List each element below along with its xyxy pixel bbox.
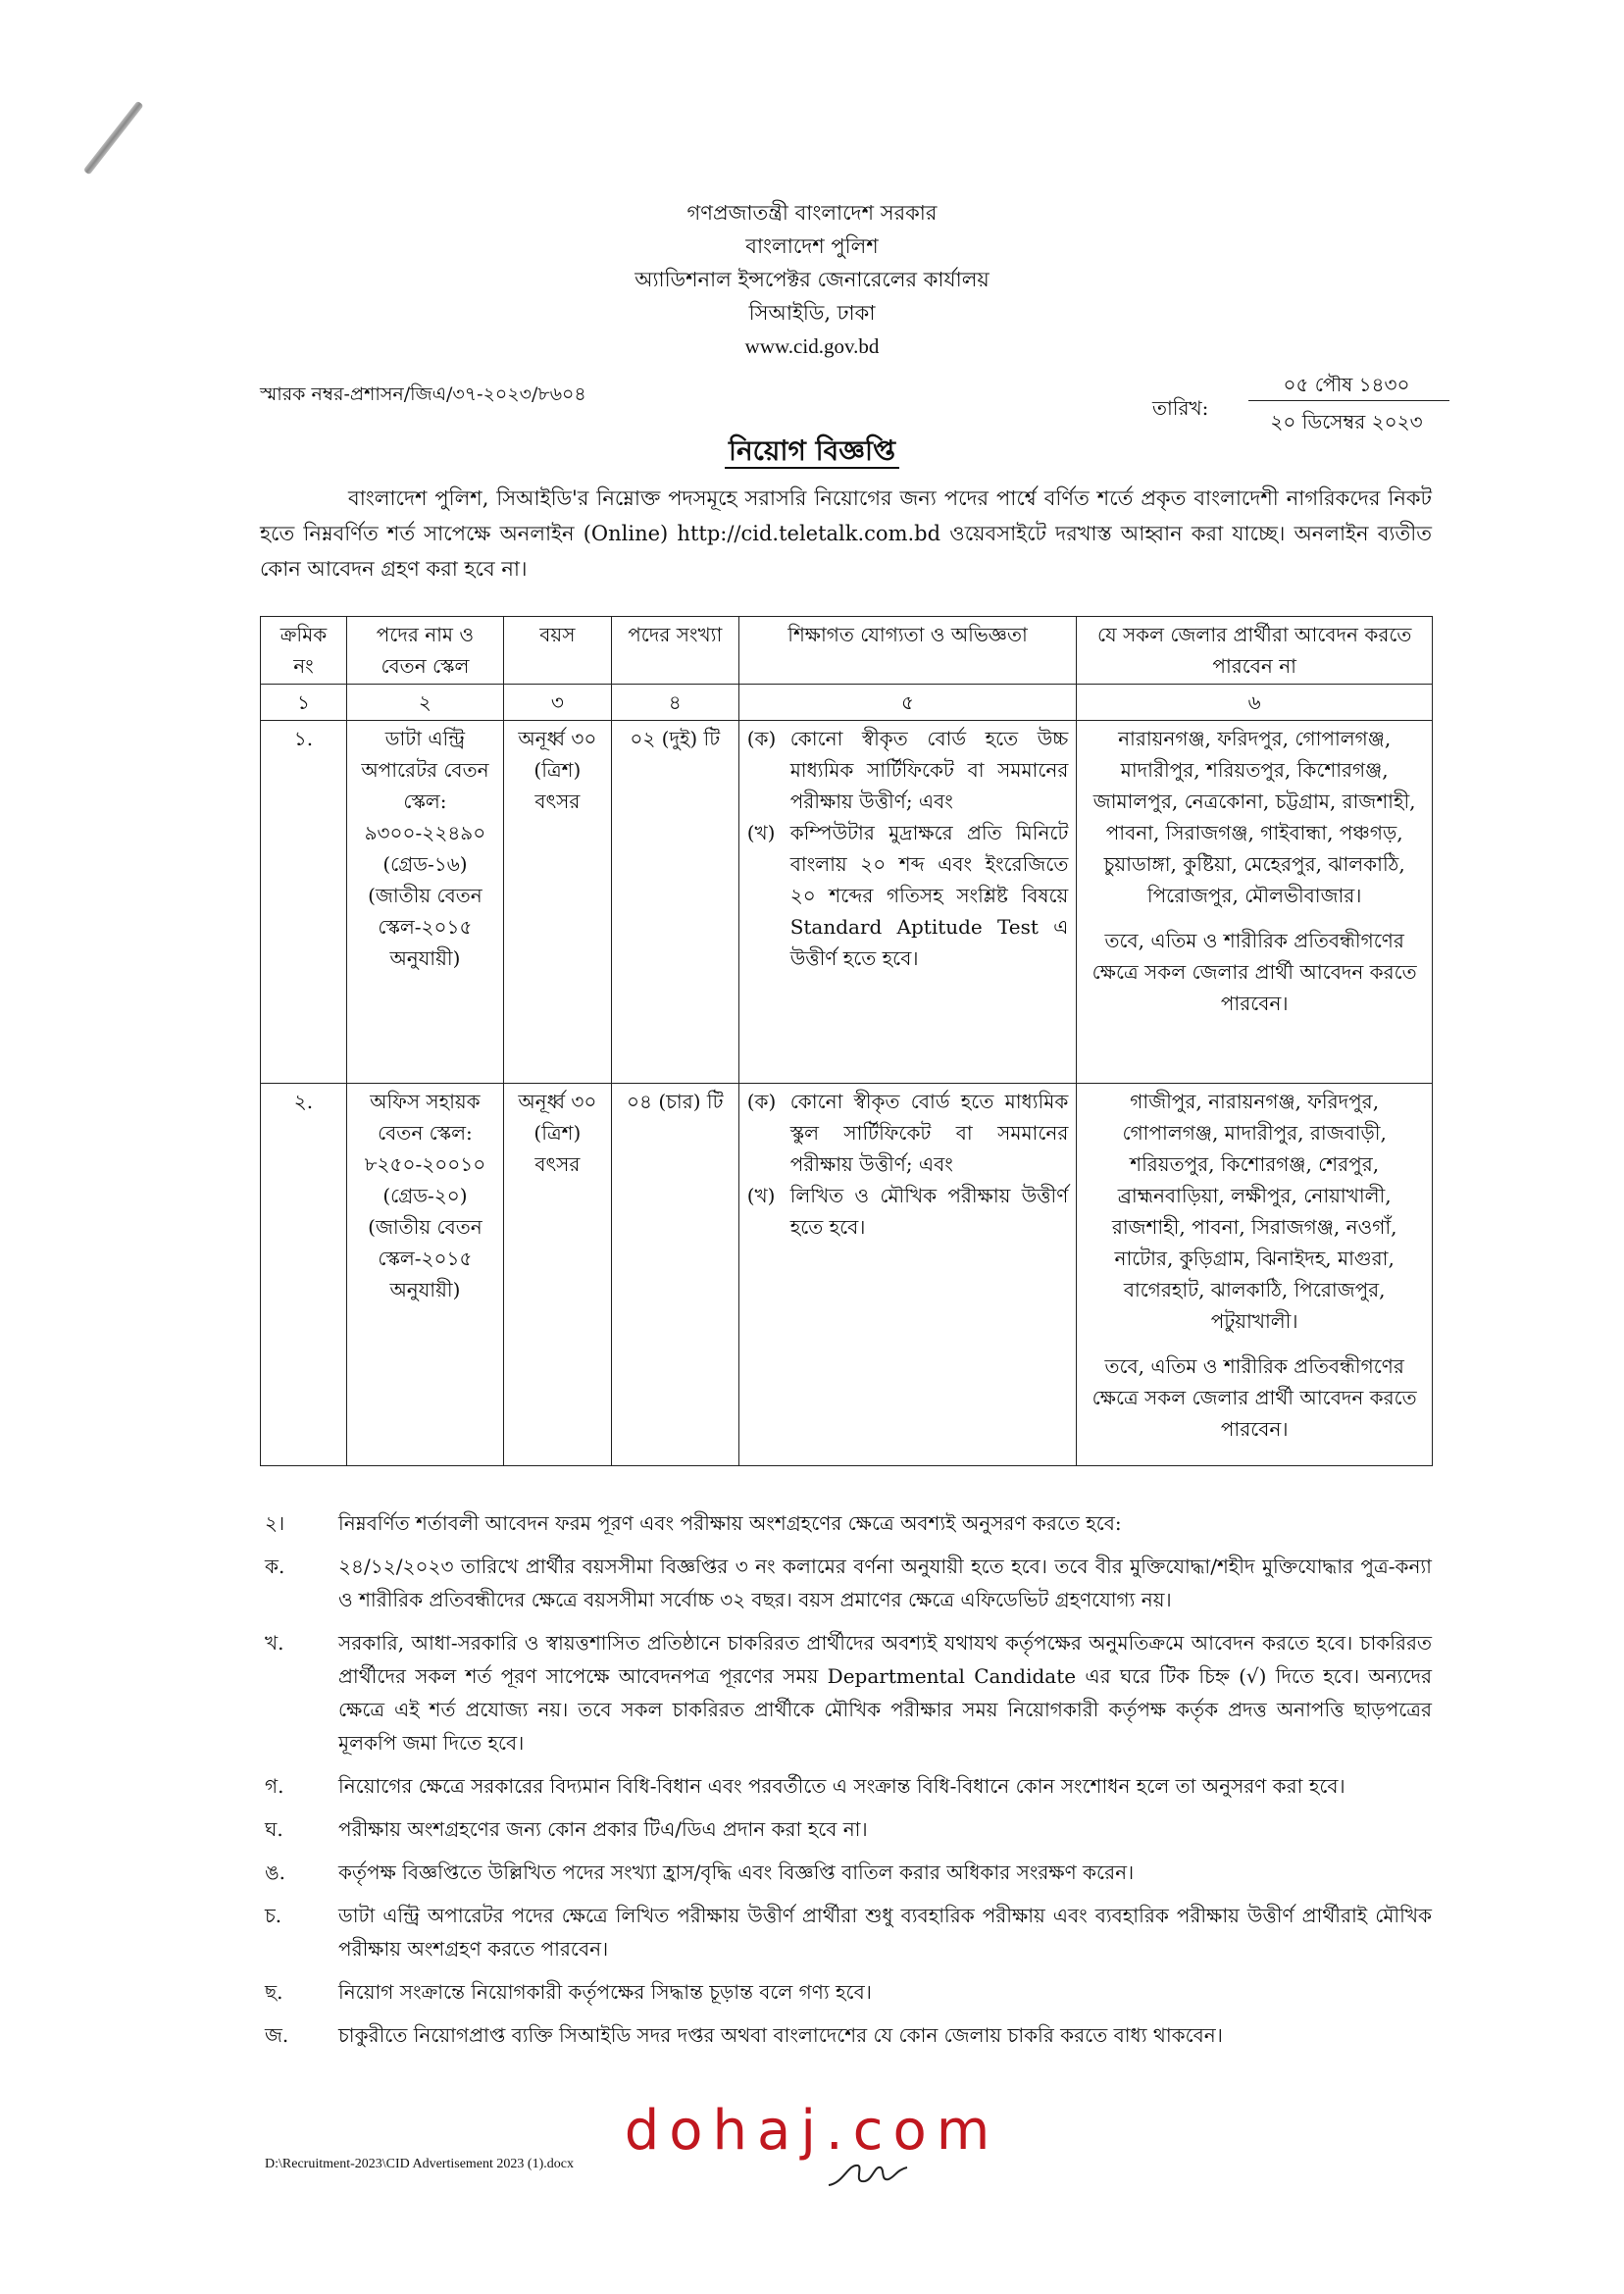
condition-item [265, 1506, 1432, 1540]
condition-item [265, 1899, 1432, 1965]
district-note: তবে, এতিম ও শারীরিক প্রতিবন্ধীগণের ক্ষেত্রে সকল জেলার প্রার্থী আবেদন করতে পারবেন। [1091, 929, 1417, 1015]
th-education: শিক্ষাগত যোগ্যতা ও অভিজ্ঞতা [738, 617, 1077, 685]
edu-text: কোনো স্বীকৃত বোর্ড হতে উচ্চ মাধ্যমিক সার্টিফিকেট বা সমমানের পরীক্ষায় উত্তীর্ণ; এবং [789, 727, 1069, 813]
condition-item [265, 1626, 1432, 1759]
condition-item [265, 1812, 1432, 1846]
notice-title-text: নিয়োগ বিজ্ঞপ্তি [725, 434, 899, 469]
row-serial: ১. [261, 721, 347, 1084]
edu-item [747, 1180, 1069, 1243]
date-divider [1248, 400, 1449, 401]
header-line-3: অ্যাডিশনাল ইন্সপেক্টর জেনারেলের কার্যালয় [634, 268, 990, 291]
condition-key: চ. [265, 1904, 282, 1927]
header-line-2: বাংলাদেশ পুলিশ [745, 234, 879, 258]
condition-key: ছ. [265, 1980, 283, 2004]
table-row [261, 1084, 1433, 1466]
row-count: ০২ (দুই) টি [611, 721, 738, 1084]
conditions-list [265, 1506, 1432, 2062]
condition-text: সরকারি, আধা-সরকারি ও স্বায়ত্তশাসিত প্রতিষ্ঠানে চাকরিরত প্রার্থীদের অবশ্যই যথাযথ কর্তৃপক্ষের অনুমতিক্রমে আবেদন করতে হবে। চাকরিরত প্রার্থীদের সকল শর্ত পূরণ সাপেক্ষে আবেদনপত্র পূরণের সময় Departmental Candidate এর ঘরে টিক চিহ্ন (√) দিতে হবে। অন্যদের ক্ষেত্রে এই শর্ত প্রযোজ্য নয়। তবে সকল চাকরিরত প্রার্থীকে মৌখিক পরীক্ষার সময় নিয়োগকারী কর্তৃপক্ষ কর্তৃক প্রদত্ত অনাপত্তি ছাড়পত্রের মূলকপি জমা দিতে হবে। [338, 1631, 1432, 1755]
condition-text: কর্তৃপক্ষ বিজ্ঞপ্তিতে উল্লিখিত পদের সংখ্যা হ্রাস/বৃদ্ধি এবং বিজ্ঞপ্তি বাতিল করার অধিকার সংরক্ষণ করেন। [338, 1861, 1135, 1884]
condition-text: চাকুরীতে নিয়োগপ্রাপ্ত ব্যক্তি সিআইডি সদর দপ্তর অথবা বাংলাদেশের যে কোন জেলায় চাকরি করতে বাধ্য থাকবেন। [338, 2023, 1223, 2047]
date-gregorian: ২০ ডিসেম্বর ২০২৩ [1270, 410, 1423, 433]
header-line-4: সিআইডি, ঢাকা [748, 301, 876, 325]
memo-number: স্মারক নম্বর-প্রশাসন/জিএ/৩৭-২০২৩/৮৬০৪ [260, 383, 586, 405]
edu-mark: (খ) [746, 1184, 776, 1207]
file-path: D:\Recruitment-2023\CID Advertisement 2023 (1).docx [265, 2157, 574, 2171]
th-age: বয়স [503, 617, 611, 685]
colnum: ৬ [1077, 685, 1433, 721]
row-post: অফিস সহায়ক বেতন স্কেল: ৮২৫০-২০০১০ (গ্রেড-২০) (জাতীয় বেতন স্কেল-২০১৫ অনুযায়ী) [346, 1084, 503, 1466]
edu-mark: (ক) [746, 1090, 777, 1113]
intro-text: বাংলাদেশ পুলিশ, সিআইডি'র নিম্নোক্ত পদসমূহে সরাসরি নিয়োগের জন্য পদের পার্শ্বে বর্ণিত শর্তে প্রকৃত বাংলাদেশী নাগরিকদের নিকট হতে নিম্নবর্ণিত শর্ত সাপেক্ষে অনলাইন (Online) http://cid.teletalk.com.bd ওয়েবসাইটে দরখাস্ত আহ্বান করা যাচ্ছে। অনলাইন ব্যতীত কোন আবেদন গ্রহণ করা হবে না। [260, 486, 1432, 581]
letterhead [0, 196, 1624, 363]
pen-mark [83, 101, 144, 176]
row-count: ০৪ (চার) টি [611, 1084, 738, 1466]
condition-item [265, 1550, 1432, 1616]
colnum: ৫ [738, 685, 1077, 721]
row-age: অনূর্ধ্ব ৩০ (ত্রিশ) বৎসর [503, 721, 611, 1084]
edu-item [747, 723, 1069, 817]
edu-mark: (খ) [746, 821, 776, 844]
condition-text: ২৪/১২/২০২৩ তারিখে প্রার্থীর বয়সসীমা বিজ্ঞপ্তির ৩ নং কলামের বর্ণনা অনুযায়ী হতে হবে। তবে বীর মুক্তিযোদ্ধা/শহীদ মুক্তিযোদ্ধার পুত্র-কন্যা ও শারীরিক প্রতিবন্ধীদের ক্ষেত্রে বয়সসীমা সর্বোচ্চ ৩২ বছর। বয়স প্রমাণের ক্ষেত্রে এফিডেভিট গ্রহণযোগ্য নয়। [338, 1555, 1432, 1611]
notice-title [0, 430, 1624, 476]
header-website: www.cid.gov.bd [744, 334, 880, 358]
row-post: ডাটা এন্ট্রি অপারেটর বেতন স্কেল: ৯৩০০-২২৪৯০ (গ্রেড-১৬) (জাতীয় বেতন স্কেল-২০১৫ অনুযায়ী) [346, 721, 503, 1084]
table-header-row [261, 617, 1433, 685]
district-list: গাজীপুর, নারায়নগঞ্জ, ফরিদপুর, গোপালগঞ্জ, মাদারীপুর, রাজবাড়ী, শরিয়তপুর, কিশোরগঞ্জ, শেরপুর, ব্রাহ্মনবাড়িয়া, লক্ষীপুর, নোয়াখালী, রাজশাহী, পাবনা, সিরাজগঞ্জ, নওগাঁ, নাটোর, কুড়িগ্রাম, ঝিনাইদহ, মাগুরা, বাগেরহাট, ঝালকাঠি, পিরোজপুর, পটুয়াখালী। [1111, 1090, 1397, 1333]
row-education [738, 1084, 1077, 1466]
condition-key: গ. [265, 1774, 284, 1798]
edu-text: কোনো স্বীকৃত বোর্ড হতে মাধ্যমিক স্কুল সার্টিফিকেট বা সমমানের পরীক্ষায় উত্তীর্ণ; এবং [789, 1090, 1069, 1176]
header-line-1: গণপ্রজাতন্ত্রী বাংলাদেশ সরকার [686, 201, 938, 225]
th-post: পদের নাম ও বেতন স্কেল [346, 617, 503, 685]
colnum: ২ [346, 685, 503, 721]
condition-key: জ. [265, 2023, 289, 2047]
row-serial: ২. [261, 1084, 347, 1466]
condition-text: নিয়োগ সংক্রান্তে নিয়োগকারী কর্তৃপক্ষের সিদ্ধান্ত চূড়ান্ত বলে গণ্য হবে। [338, 1980, 872, 2004]
th-serial: ক্রমিক নং [261, 617, 347, 685]
edu-text: লিখিত ও মৌখিক পরীক্ষায় উত্তীর্ণ হতে হবে। [789, 1184, 1069, 1239]
intro-paragraph [260, 481, 1432, 586]
colnum: ৪ [611, 685, 738, 721]
condition-key: ২। [265, 1511, 285, 1535]
condition-text: নিম্নবর্ণিত শর্তাবলী আবেদন ফরম পূরণ এবং পরীক্ষায় অংশগ্রহণের ক্ষেত্রে অবশ্যই অনুসরণ করতে হবে: [338, 1511, 1122, 1535]
condition-text: নিয়োগের ক্ষেত্রে সরকারের বিদ্যমান বিধি-বিধান এবং পরবর্তীতে এ সংক্রান্ত বিধি-বিধানে কোন সংশোধন হলে তা অনুসরণ করা হবে। [338, 1774, 1345, 1798]
condition-key: খ. [265, 1631, 284, 1655]
edu-text: কম্পিউটার মুদ্রাক্ষরে প্রতি মিনিটে বাংলায় ২০ শব্দ এবং ইংরেজিতে ২০ শব্দের গতিসহ সংশ্লিষ্ট বিষয়ে Standard Aptitude Test এ উত্তীর্ণ হতে হবে। [789, 821, 1069, 970]
condition-key: ক. [265, 1555, 285, 1578]
colnum: ১ [261, 685, 347, 721]
table-row [261, 721, 1433, 1084]
posts-table [260, 616, 1433, 1466]
colnum: ৩ [503, 685, 611, 721]
th-districts: যে সকল জেলার প্রার্থীরা আবেদন করতে পারবেন না [1077, 617, 1433, 685]
edu-item [747, 1086, 1069, 1180]
edu-mark: (ক) [746, 727, 777, 750]
row-age: অনূর্ধ্ব ৩০ (ত্রিশ) বৎসর [503, 1084, 611, 1466]
row-districts [1077, 1084, 1433, 1466]
condition-item [265, 1975, 1432, 2009]
district-note: তবে, এতিম ও শারীরিক প্রতিবন্ধীগণের ক্ষেত্রে সকল জেলার প্রার্থী আবেদন করতে পারবেন। [1091, 1354, 1417, 1441]
condition-item [265, 1769, 1432, 1803]
th-count: পদের সংখ্যা [611, 617, 738, 685]
watermark: dohaj.com [624, 2099, 1000, 2163]
row-districts [1077, 721, 1433, 1084]
condition-item [265, 2018, 1432, 2052]
condition-text: পরীক্ষায় অংশগ্রহণের জন্য কোন প্রকার টিএ/ডিএ প্রদান করা হবে না। [338, 1817, 868, 1841]
condition-item [265, 1856, 1432, 1889]
date-bangla: ০৫ পৌষ ১৪৩০ [1283, 373, 1410, 396]
district-list: নারায়নগঞ্জ, ফরিদপুর, গোপালগঞ্জ, মাদারীপুর, শরিয়তপুর, কিশোরগঞ্জ, জামালপুর, নেত্রকোনা, চট্টগ্রাম, রাজশাহী, পাবনা, সিরাজগঞ্জ, গাইবান্ধা, পঞ্চগড়, চুয়াডাঙ্গা, কুষ্টিয়া, মেহেরপুর, ঝালকাঠি, পিরোজপুর, মৌলভীবাজার। [1092, 727, 1416, 907]
signature-mark [824, 2154, 912, 2193]
condition-key: ঘ. [265, 1817, 283, 1841]
condition-key: ঙ. [265, 1861, 286, 1884]
date-label: তারিখ: [1152, 396, 1209, 420]
condition-text: ডাটা এন্ট্রি অপারেটর পদের ক্ষেত্রে লিখিত পরীক্ষায় উত্তীর্ণ প্রার্থীরা শুধু ব্যবহারিক পরীক্ষায় এবং ব্যবহারিক পরীক্ষায় উত্তীর্ণ প্রার্থীরাই মৌখিক পরীক্ষায় অংশগ্রহণ করতে পারবেন। [338, 1904, 1432, 1961]
row-education [738, 721, 1077, 1084]
table-colnum-row [261, 685, 1433, 721]
edu-item [747, 817, 1069, 974]
